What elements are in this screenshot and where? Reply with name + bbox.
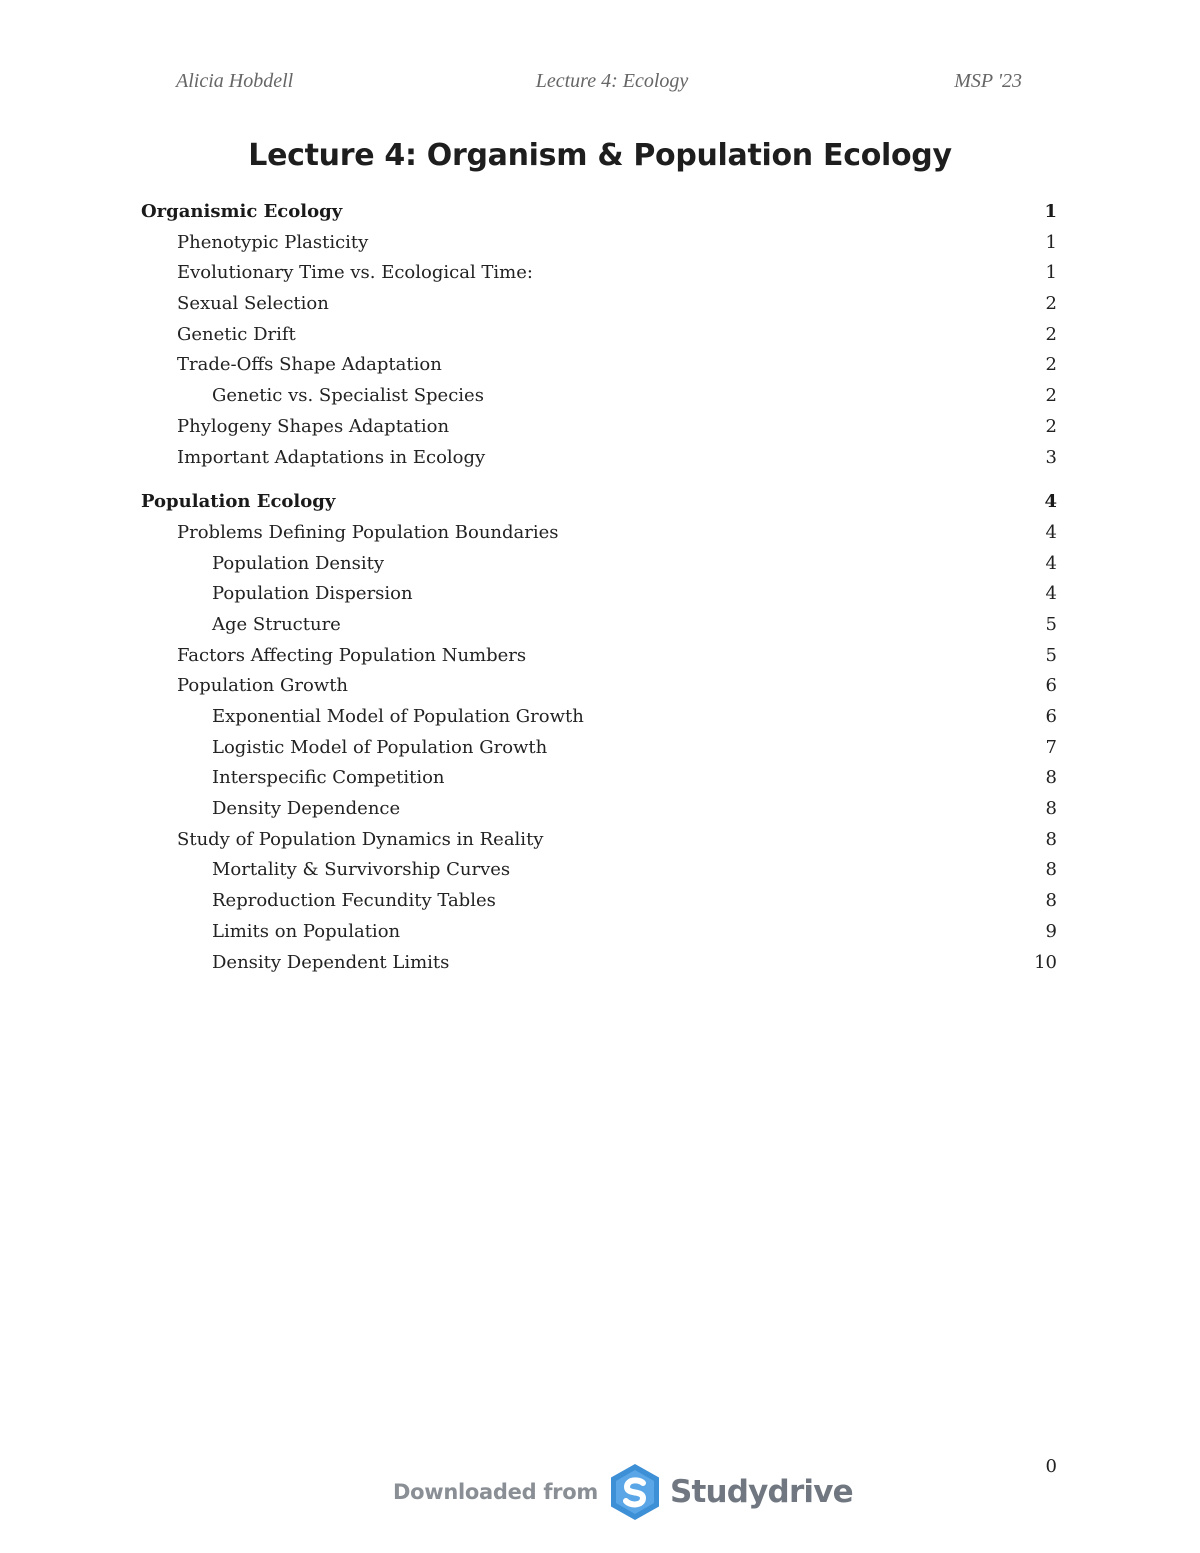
toc-entry-label: Problems Defining Population Boundaries: [177, 521, 559, 543]
toc-entry-page: 2: [1045, 293, 1057, 315]
toc-entry-page: 2: [1045, 415, 1057, 437]
toc-entry-page: 4: [1044, 491, 1057, 513]
toc-entry-page: 6: [1045, 675, 1057, 697]
toc-entry-page: 4: [1045, 552, 1057, 574]
toc-entry[interactable]: [141, 671, 1057, 702]
toc-entry-page: 3: [1045, 446, 1057, 468]
toc-entry-page: 1: [1044, 201, 1057, 222]
toc-entry-page: 2: [1045, 385, 1057, 407]
toc-entry[interactable]: [141, 443, 1057, 474]
toc-entry-page: 4: [1045, 521, 1057, 543]
toc-entry-label: Phylogeny Shapes Adaptation: [177, 415, 450, 437]
toc-entry-page: 7: [1045, 736, 1057, 758]
toc-entry[interactable]: [141, 917, 1057, 948]
toc-entry-page: 5: [1045, 644, 1057, 666]
toc-entry-label: Reproduction Fecundity Tables: [212, 890, 496, 912]
toc-entry[interactable]: [141, 641, 1057, 672]
header-term: MSP '23: [954, 70, 1022, 92]
studydrive-logo-icon: [608, 1462, 662, 1522]
toc-entry-page: 8: [1045, 859, 1057, 881]
toc-entry[interactable]: [141, 733, 1057, 764]
toc-entry-page: 6: [1045, 706, 1057, 727]
toc-entry-label: Density Dependent Limits: [212, 951, 450, 973]
toc-entry[interactable]: [141, 610, 1057, 641]
toc-entry[interactable]: [141, 289, 1057, 320]
toc-entry-page: 8: [1045, 890, 1057, 912]
toc-entry[interactable]: [141, 763, 1057, 794]
toc-entry[interactable]: [141, 350, 1057, 381]
document-title: Lecture 4: Organism & Population Ecology: [248, 138, 952, 173]
toc-entry-page: 1: [1045, 231, 1057, 253]
toc-entry-label: Genetic vs. Specialist Species: [212, 385, 484, 407]
toc-entry[interactable]: [141, 579, 1057, 610]
toc-section-gap: [141, 473, 1057, 487]
toc-entry-page: 10: [1034, 951, 1057, 973]
toc-entry-label: Genetic Drift: [177, 323, 296, 345]
toc-entry[interactable]: [141, 549, 1057, 580]
toc-entry-label: Age Structure: [212, 613, 341, 635]
toc-entry-page: 8: [1045, 828, 1057, 850]
toc-entry-label: Trade-Offs Shape Adaptation: [177, 354, 442, 376]
toc-entry-label: Limits on Population: [212, 920, 401, 942]
toc-entry-page: 2: [1045, 323, 1057, 345]
toc-entry-page: 9: [1045, 920, 1057, 942]
toc-entry[interactable]: [141, 702, 1057, 733]
toc-entry[interactable]: [141, 412, 1057, 443]
toc-entry-label: Population Ecology: [141, 491, 336, 513]
page-number: 0: [1045, 1456, 1057, 1477]
toc-entry-label: Exponential Model of Population Growth: [212, 706, 584, 727]
toc-entry[interactable]: [141, 228, 1057, 259]
toc-entry-page: 1: [1045, 262, 1057, 284]
toc-entry-label: Study of Population Dynamics in Reality: [177, 828, 544, 850]
toc-entry[interactable]: [141, 381, 1057, 412]
toc-entry[interactable]: [141, 886, 1057, 917]
toc-section-entry[interactable]: [141, 197, 1057, 228]
toc-entry-label: Logistic Model of Population Growth: [212, 736, 548, 758]
toc-entry-label: Population Dispersion: [212, 583, 413, 605]
toc-section-entry[interactable]: [141, 487, 1057, 518]
toc-entry[interactable]: [141, 855, 1057, 886]
toc-entry-label: Evolutionary Time vs. Ecological Time:: [177, 262, 533, 284]
toc-entry[interactable]: [141, 948, 1057, 979]
footer-downloaded-text: Downloaded from: [393, 1480, 598, 1504]
header-author: Alicia Hobdell: [176, 70, 294, 92]
toc-entry-label: Population Growth: [177, 675, 349, 697]
toc-entry[interactable]: [141, 258, 1057, 289]
toc-entry-page: 4: [1045, 583, 1057, 605]
footer-brand: Studydrive: [669, 1474, 853, 1510]
toc-entry-page: 2: [1045, 354, 1057, 376]
toc-entry-page: 5: [1045, 613, 1057, 635]
toc-entry-label: Factors Affecting Population Numbers: [177, 644, 527, 666]
toc-entry-label: Important Adaptations in Ecology: [177, 446, 486, 468]
toc-entry-label: Population Density: [212, 552, 385, 574]
toc-entry-label: Phenotypic Plasticity: [177, 231, 369, 253]
toc-entry[interactable]: [141, 825, 1057, 856]
toc-entry-label: Density Dependence: [212, 798, 401, 820]
toc-entry[interactable]: [141, 320, 1057, 351]
toc-entry-page: 8: [1045, 798, 1057, 820]
toc-entry-page: 8: [1045, 767, 1057, 789]
toc-entry[interactable]: [141, 518, 1057, 549]
toc-entry[interactable]: [141, 794, 1057, 825]
toc-entry-label: Mortality & Survivorship Curves: [212, 859, 511, 881]
table-of-contents: [141, 197, 1057, 978]
toc-entry-label: Sexual Selection: [177, 293, 329, 315]
header-course: Lecture 4: Ecology: [535, 70, 689, 92]
toc-entry-label: Organismic Ecology: [141, 201, 343, 222]
toc-entry-label: Interspecific Competition: [212, 767, 445, 789]
footer-banner[interactable]: [393, 1462, 853, 1522]
